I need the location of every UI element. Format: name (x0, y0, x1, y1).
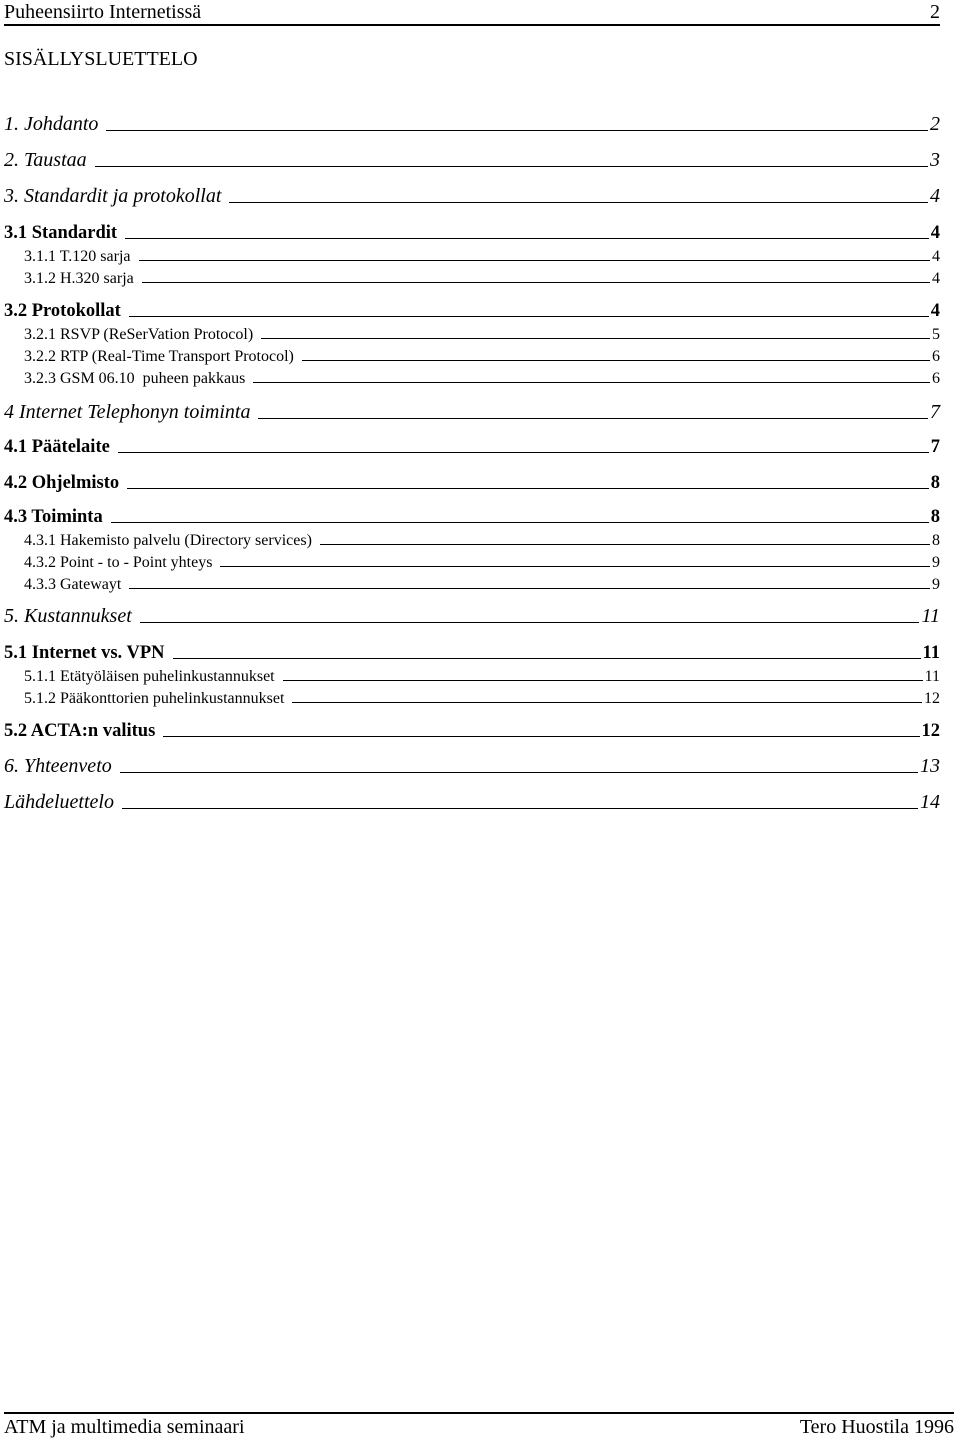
toc-entry[interactable] (24, 570, 940, 594)
toc-entry-page: 4 (932, 270, 940, 287)
toc-leader-line (258, 418, 928, 419)
toc-entry[interactable] (4, 112, 940, 136)
toc-entry-label: 4.2 Ohjelmisto (4, 473, 120, 493)
toc-leader-line (292, 702, 922, 703)
toc-entry-page: 4 (930, 185, 940, 207)
page-footer (4, 1412, 954, 1442)
toc-entry-label: 5.1.1 Etätyöläisen puhelinkustannukset (24, 668, 275, 685)
toc-entry-page: 8 (930, 473, 940, 493)
toc-leader-line (320, 544, 930, 545)
toc-entry[interactable] (4, 604, 940, 628)
toc-leader-line (106, 130, 928, 131)
toc-entry-label: 4.3.2 Point - to - Point yhteys (24, 554, 213, 571)
toc-entry[interactable] (4, 504, 940, 528)
toc-leader-line (173, 658, 921, 659)
toc-entry-label: 3.1.1 T.120 sarja (24, 248, 131, 265)
toc-leader-line (142, 282, 930, 283)
toc-entry[interactable] (24, 548, 940, 572)
toc-entry-label: 6. Yhteenveto (4, 755, 112, 777)
toc-leader-line (163, 736, 919, 737)
toc-entry-label: 2. Taustaa (4, 149, 87, 171)
toc-entry-label: 3.2 Protokollat (4, 301, 121, 321)
toc-entry-label: 3.1.2 H.320 sarja (24, 270, 134, 287)
toc-entry-page: 12 (924, 690, 940, 707)
toc-entry[interactable] (24, 662, 940, 686)
toc-leader-line (140, 622, 920, 623)
toc-entry[interactable] (24, 684, 940, 708)
toc-leader-line (95, 166, 928, 167)
toc-entry[interactable] (4, 184, 940, 208)
toc-entry[interactable] (4, 400, 940, 424)
toc-entry[interactable] (24, 242, 940, 266)
toc-leader-line (129, 316, 929, 317)
toc-entry-page: 8 (930, 507, 940, 527)
toc-entry-label: 3.1 Standardit (4, 223, 118, 243)
toc-leader-line (302, 360, 930, 361)
toc-entry[interactable] (4, 470, 940, 494)
toc-entry[interactable] (24, 342, 940, 366)
toc-entry-page: 12 (921, 721, 940, 741)
toc-entry-page: 4 (930, 223, 940, 243)
toc-entry-page: 7 (930, 401, 940, 423)
toc-entry-label: 4.3.3 Gatewayt (24, 576, 122, 593)
page-header (4, 0, 940, 26)
toc-entry[interactable] (24, 320, 940, 344)
toc-leader-line (261, 338, 930, 339)
toc-entry-page: 7 (930, 437, 940, 457)
toc-leader-line (229, 202, 928, 203)
toc-leader-line (120, 772, 918, 773)
toc-entry-label: 3.2.1 RSVP (ReSerVation Protocol) (24, 326, 254, 343)
toc-entry[interactable] (4, 640, 940, 664)
toc-entry-page: 11 (921, 605, 940, 627)
toc-entry-page: 9 (932, 554, 940, 571)
toc-entry-page: 3 (930, 149, 940, 171)
toc-entry-label: 5.1 Internet vs. VPN (4, 643, 165, 663)
toc-entry[interactable] (24, 264, 940, 288)
header-title: Puheensiirto Internetissä (4, 1, 202, 23)
toc-leader-line (129, 588, 930, 589)
toc-entry-label: 5.1.2 Pääkonttorien puhelinkustannukset (24, 690, 285, 707)
toc-entry[interactable] (4, 434, 940, 458)
footer-right: Tero Huostila 1996 (799, 1416, 954, 1438)
toc-entry-page: 11 (924, 668, 940, 685)
toc-entry-page: 6 (932, 370, 940, 387)
toc-entry-label: Lähdeluettelo (4, 791, 114, 813)
toc-leader-line (283, 680, 923, 681)
toc-entry-page: 5 (932, 326, 940, 343)
toc-entry-label: 5.2 ACTA:n valitus (4, 721, 156, 741)
toc-entry-label: 4.3.1 Hakemisto palvelu (Directory services) (24, 532, 312, 549)
toc-entry-label: 3. Standardit ja protokollat (4, 185, 222, 207)
toc-entry-page: 13 (920, 755, 940, 777)
toc-entry-label: 5. Kustannukset (4, 605, 132, 627)
toc-entry[interactable] (24, 364, 940, 388)
header-page-number: 2 (930, 1, 940, 23)
toc-leader-line (139, 260, 931, 261)
toc-entry-label: 4 Internet Telephonyn toiminta (4, 401, 251, 423)
toc-leader-line (125, 238, 929, 239)
toc-entry[interactable] (4, 148, 940, 172)
toc-entry-page: 14 (920, 791, 940, 813)
toc-entry-label: 3.2.3 GSM 06.10 puheen pakkaus (24, 370, 246, 387)
toc-leader-line (118, 452, 929, 453)
toc-entry[interactable] (4, 220, 940, 244)
toc-entry-label: 1. Johdanto (4, 113, 99, 135)
toc-entry-page: 4 (932, 248, 940, 265)
toc-leader-line (253, 382, 930, 383)
toc-entry-label: 3.2.2 RTP (Real-Time Transport Protocol) (24, 348, 294, 365)
toc-entry[interactable] (24, 526, 940, 550)
toc-entry[interactable] (4, 754, 940, 778)
toc-entry-page: 4 (930, 301, 940, 321)
toc-heading: SISÄLLYSLUETTELO (4, 48, 198, 70)
toc-leader-line (111, 522, 929, 523)
toc-entry-page: 2 (930, 113, 940, 135)
toc-entry-page: 6 (932, 348, 940, 365)
toc-entry-page: 11 (922, 643, 940, 663)
toc-entry-page: 8 (932, 532, 940, 549)
toc-entry-page: 9 (932, 576, 940, 593)
toc-leader-line (220, 566, 930, 567)
toc-entry-label: 4.3 Toiminta (4, 507, 103, 527)
toc-entry[interactable] (4, 790, 940, 814)
toc-leader-line (127, 488, 929, 489)
toc-leader-line (122, 808, 918, 809)
toc-entry-label: 4.1 Päätelaite (4, 437, 110, 457)
footer-left: ATM ja multimedia seminaari (4, 1416, 245, 1438)
toc-entry[interactable] (4, 298, 940, 322)
toc-entry[interactable] (4, 718, 940, 742)
